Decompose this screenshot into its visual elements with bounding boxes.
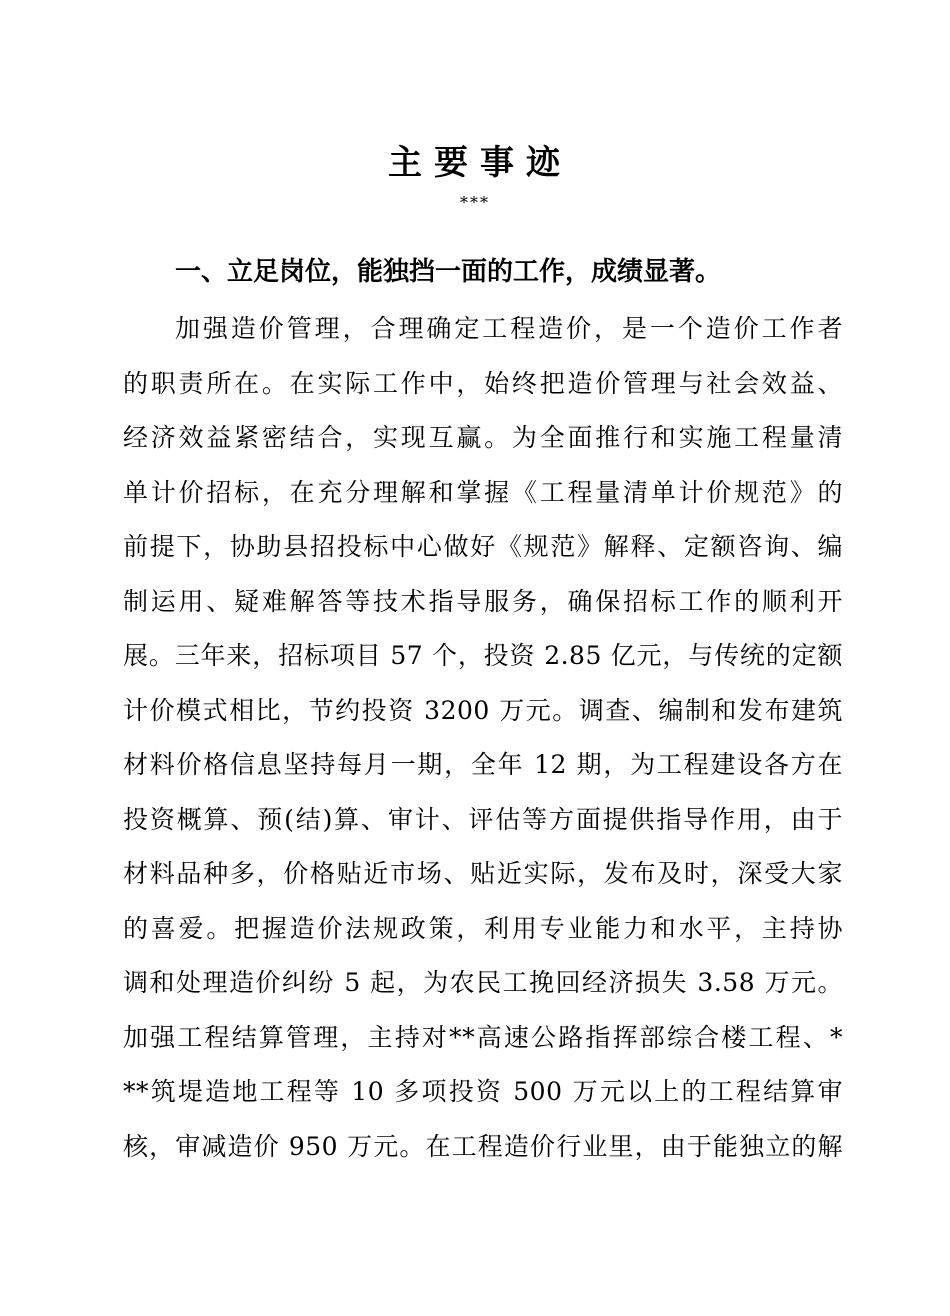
paragraph-line: 单计价招标，在充分理解和掌握《工程量清单计价规范》的 (123, 477, 843, 507)
paragraph-line: **筑堤造地工程等 10 多项投资 500 万元以上的工程结算审 (123, 1077, 843, 1106)
paragraph-line: 投资概算、预(结)算、审计、评估等方面提供指导作用，由于 (123, 804, 843, 834)
paragraph-line: 加强造价管理，合理确定工程造价，是一个造价工作者 (175, 314, 843, 343)
paragraph-line: 材料价格信息坚持每月一期，全年 12 期，为工程建设各方在 (123, 750, 843, 779)
paragraph-line: 的喜爱。把握造价法规政策，利用专业能力和水平，主持协 (123, 913, 843, 943)
paragraph-line: 调和处理造价纠纷 5 起，为农民工挽回经济损失 3.58 万元。 (123, 968, 843, 997)
paragraph-line: 计价模式相比，节约投资 3200 万元。调查、编制和发布建筑 (123, 695, 843, 725)
paragraph-line: 前提下，协助县招投标中心做好《规范》解释、定额咨询、编 (123, 532, 843, 561)
author-name: *** (460, 193, 490, 212)
paragraph-line: 经济效益紧密结合，实现互赢。为全面推行和实施工程量清 (123, 423, 843, 452)
paragraph-line: 的职责所在。在实际工作中，始终把造价管理与社会效益、 (123, 368, 843, 398)
paragraph-line: 制运用、疑难解答等技术指导服务，确保招标工作的顺利开 (123, 586, 843, 616)
paragraph-line: 材料品种多，价格贴近市场、贴近实际，发布及时，深受大家 (123, 859, 843, 888)
document-title: 主要事迹 (388, 143, 572, 183)
body-paragraph (123, 302, 843, 1174)
section-heading: 一、立足岗位，能独挡一面的工作，成绩显著。 (175, 257, 722, 287)
paragraph-line: 展。三年来，招标项目 57 个，投资 2.85 亿元，与传统的定额 (123, 641, 843, 670)
paragraph-line: 加强工程结算管理，主持对**高速公路指挥部综合楼工程、* (123, 1022, 843, 1052)
paragraph-line: 核，审减造价 950 万元。在工程造价行业里，由于能独立的解 (123, 1131, 843, 1161)
